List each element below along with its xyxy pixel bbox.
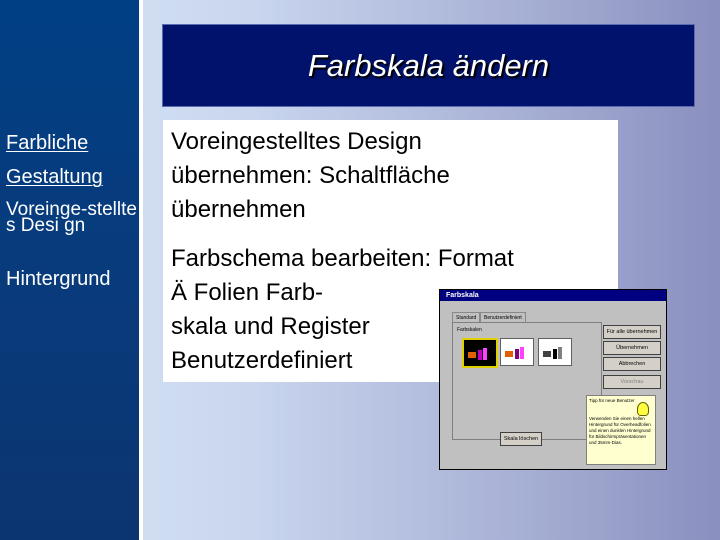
- apply-button[interactable]: Übernehmen: [603, 341, 661, 355]
- dialog-title: Farbskala: [440, 290, 666, 301]
- nav-link-gestaltung[interactable]: Gestaltung: [6, 166, 103, 188]
- tip-box: [586, 395, 656, 465]
- tip-title: Tipp für neue Benutzer: [589, 398, 635, 403]
- apply-all-button[interactable]: Für alle übernehmen: [603, 325, 661, 339]
- content-line-1: Voreingestelltes Design: [171, 128, 422, 155]
- nav-current-item: Voreinge-stelltes Desi gn: [6, 199, 137, 236]
- nav-link-farbliche[interactable]: Farbliche: [6, 132, 89, 154]
- delete-scheme-button[interactable]: Skala löschen: [500, 432, 542, 446]
- cancel-button[interactable]: Abbrechen: [603, 357, 661, 371]
- scheme-thumb-1[interactable]: [462, 338, 498, 368]
- preview-button[interactable]: Vorschau: [603, 375, 661, 389]
- content-line-3: übernehmen: [171, 196, 306, 223]
- tab-standard[interactable]: Standard: [452, 312, 480, 323]
- content-line-2: übernehmen: Schaltfläche: [171, 162, 450, 189]
- slide-title-box: [162, 24, 695, 107]
- content-line-4: Farbschema bearbeiten: Format: [171, 245, 514, 272]
- sidebar-nav: [0, 0, 143, 540]
- nav-link-hintergrund[interactable]: Hintergrund: [6, 268, 111, 290]
- scheme-thumb-2[interactable]: [500, 338, 534, 366]
- tip-text: Verwenden Sie einen hellen Hintergrund für Overheadfolien und einen dunklen Hintergrund für Bildschirmpräsentationen und 35mm-Dias.: [589, 416, 651, 445]
- slide-title: Farbskala ändern: [307, 47, 550, 83]
- scheme-thumb-3[interactable]: [538, 338, 572, 366]
- farbskala-dialog-screenshot: [439, 289, 667, 470]
- content-line-5: Ä Folien Farb-: [171, 279, 324, 306]
- tab-benutzerdefiniert[interactable]: Benutzerdefiniert: [480, 312, 526, 323]
- group-label: Farbskalen: [457, 327, 482, 333]
- content-line-6: skala und Register: [171, 313, 370, 340]
- lightbulb-icon: [637, 402, 649, 416]
- content-line-7: Benutzerdefiniert: [171, 347, 353, 374]
